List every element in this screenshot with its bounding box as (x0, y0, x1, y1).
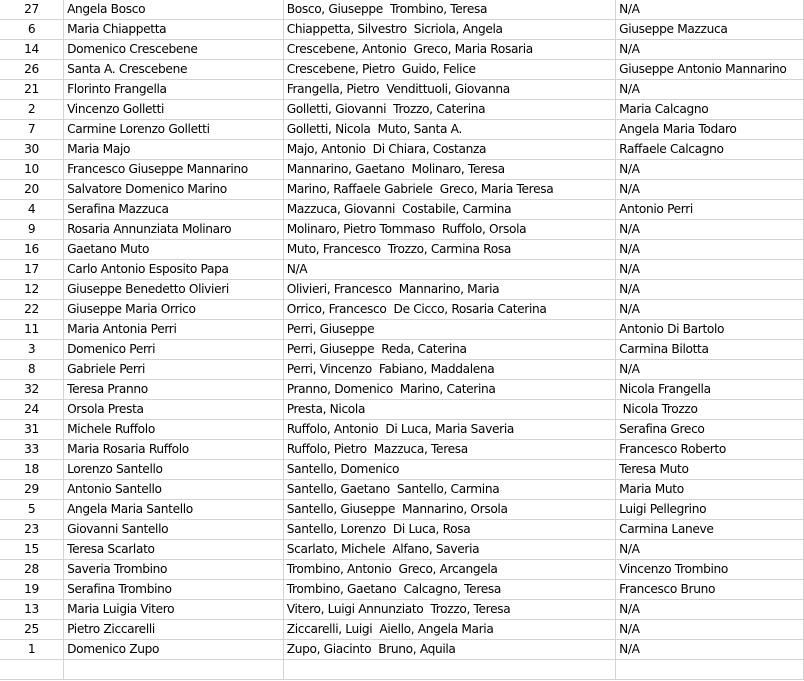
id-cell[interactable]: 19 (0, 580, 64, 600)
table-row (0, 80, 804, 100)
parents-cell[interactable]: Mannarino, Gaetano Molinaro, Teresa (283, 160, 615, 180)
name-cell[interactable]: Angela Bosco (64, 0, 284, 20)
parents-cell[interactable]: Perri, Giuseppe Reda, Caterina (283, 340, 615, 360)
table-row (0, 180, 804, 200)
id-cell[interactable] (0, 660, 64, 680)
parents-cell[interactable]: Ruffolo, Pietro Mazzuca, Teresa (283, 440, 615, 460)
parents-cell[interactable]: Golletti, Nicola Muto, Santa A. (283, 120, 615, 140)
id-cell[interactable]: 6 (0, 20, 64, 40)
id-cell[interactable]: 27 (0, 0, 64, 20)
godparent-cell[interactable]: N/A (616, 40, 804, 60)
parents-cell[interactable] (283, 660, 615, 680)
godparent-cell[interactable]: N/A (616, 360, 804, 380)
id-cell[interactable]: 10 (0, 160, 64, 180)
parents-cell[interactable]: Trombino, Gaetano Calcagno, Teresa (283, 580, 615, 600)
godparent-cell[interactable]: Antonio Di Bartolo (616, 320, 804, 340)
name-cell[interactable]: Serafina Trombino (64, 580, 284, 600)
table-row (0, 60, 804, 80)
id-cell[interactable]: 15 (0, 540, 64, 560)
parents-cell[interactable]: Molinaro, Pietro Tommaso Ruffolo, Orsola (283, 220, 615, 240)
godparent-cell[interactable]: N/A (616, 300, 804, 320)
godparent-cell[interactable]: Luigi Pellegrino (616, 500, 804, 520)
godparent-cell[interactable]: N/A (616, 0, 804, 20)
godparent-cell[interactable]: N/A (616, 620, 804, 640)
godparent-cell[interactable]: Carmina Laneve (616, 520, 804, 540)
name-cell[interactable]: Teresa Scarlato (64, 540, 284, 560)
parents-cell[interactable]: Santello, Lorenzo Di Luca, Rosa (283, 520, 615, 540)
godparent-cell[interactable]: Serafina Greco (616, 420, 804, 440)
name-cell[interactable]: Giuseppe Maria Orrico (64, 300, 284, 320)
table-row (0, 540, 804, 560)
table-row (0, 220, 804, 240)
parents-cell[interactable]: Orrico, Francesco De Cicco, Rosaria Caterina (283, 300, 615, 320)
godparent-cell[interactable]: Teresa Muto (616, 460, 804, 480)
name-cell[interactable]: Giovanni Santello (64, 520, 284, 540)
name-cell[interactable]: Maria Rosaria Ruffolo (64, 440, 284, 460)
name-cell[interactable]: Teresa Pranno (64, 380, 284, 400)
table-row (0, 640, 804, 660)
godparent-cell[interactable]: Raffaele Calcagno (616, 140, 804, 160)
table-row (0, 260, 804, 280)
table-row (0, 320, 804, 340)
table-row (0, 420, 804, 440)
table-row (0, 340, 804, 360)
parents-cell[interactable]: Pranno, Domenico Marino, Caterina (283, 380, 615, 400)
parents-cell[interactable]: Olivieri, Francesco Mannarino, Maria (283, 280, 615, 300)
id-cell[interactable]: 8 (0, 360, 64, 380)
id-cell[interactable]: 18 (0, 460, 64, 480)
name-cell[interactable]: Michele Ruffolo (64, 420, 284, 440)
name-cell[interactable]: Serafina Mazzuca (64, 200, 284, 220)
name-cell[interactable]: Domenico Perri (64, 340, 284, 360)
godparent-cell[interactable]: N/A (616, 80, 804, 100)
name-cell[interactable]: Francesco Giuseppe Mannarino (64, 160, 284, 180)
id-cell[interactable]: 13 (0, 600, 64, 620)
parents-cell[interactable]: Crescebene, Antonio Greco, Maria Rosaria (283, 40, 615, 60)
id-cell[interactable]: 33 (0, 440, 64, 460)
table-row (0, 0, 804, 20)
parents-cell[interactable]: Golletti, Giovanni Trozzo, Caterina (283, 100, 615, 120)
table-row (0, 460, 804, 480)
parents-cell[interactable]: Mazzuca, Giovanni Costabile, Carmina (283, 200, 615, 220)
parents-cell[interactable]: Zupo, Giacinto Bruno, Aquila (283, 640, 615, 660)
parents-cell[interactable]: Ziccarelli, Luigi Aiello, Angela Maria (283, 620, 615, 640)
godparent-cell[interactable]: Angela Maria Todaro (616, 120, 804, 140)
parents-cell[interactable]: N/A (283, 260, 615, 280)
name-cell[interactable]: Carlo Antonio Esposito Papa (64, 260, 284, 280)
name-cell[interactable]: Santa A. Crescebene (64, 60, 284, 80)
id-cell[interactable]: 3 (0, 340, 64, 360)
godparent-cell[interactable]: N/A (616, 180, 804, 200)
id-cell[interactable]: 25 (0, 620, 64, 640)
godparent-cell[interactable]: Carmina Bilotta (616, 340, 804, 360)
id-cell[interactable]: 24 (0, 400, 64, 420)
table-row (0, 600, 804, 620)
table-row (0, 160, 804, 180)
id-cell[interactable]: 20 (0, 180, 64, 200)
godparent-cell[interactable]: N/A (616, 640, 804, 660)
id-cell[interactable]: 1 (0, 640, 64, 660)
table-row (0, 240, 804, 260)
name-cell[interactable]: Lorenzo Santello (64, 460, 284, 480)
parents-cell[interactable]: Santello, Giuseppe Mannarino, Orsola (283, 500, 615, 520)
godparent-cell[interactable]: Nicola Trozzo (616, 400, 804, 420)
id-cell[interactable]: 17 (0, 260, 64, 280)
table-row (0, 300, 804, 320)
godparent-cell[interactable]: Giuseppe Antonio Mannarino (616, 60, 804, 80)
parents-cell[interactable]: Chiappetta, Silvestro Sicriola, Angela (283, 20, 615, 40)
name-cell[interactable]: Gaetano Muto (64, 240, 284, 260)
id-cell[interactable]: 14 (0, 40, 64, 60)
table-row (0, 20, 804, 40)
godparent-cell[interactable]: Nicola Frangella (616, 380, 804, 400)
id-cell[interactable]: 22 (0, 300, 64, 320)
name-cell[interactable]: Giuseppe Benedetto Olivieri (64, 280, 284, 300)
godparent-cell[interactable]: N/A (616, 220, 804, 240)
parents-cell[interactable]: Majo, Antonio Di Chiara, Costanza (283, 140, 615, 160)
name-cell[interactable]: Florinto Frangella (64, 80, 284, 100)
name-cell[interactable]: Maria Majo (64, 140, 284, 160)
name-cell[interactable]: Angela Maria Santello (64, 500, 284, 520)
godparent-cell[interactable]: N/A (616, 260, 804, 280)
parents-cell[interactable]: Presta, Nicola (283, 400, 615, 420)
table-row (0, 200, 804, 220)
id-cell[interactable]: 7 (0, 120, 64, 140)
table-row (0, 520, 804, 540)
name-cell[interactable]: Maria Chiappetta (64, 20, 284, 40)
table-row (0, 400, 804, 420)
name-cell[interactable]: Antonio Santello (64, 480, 284, 500)
table-row (0, 40, 804, 60)
id-cell[interactable]: 12 (0, 280, 64, 300)
name-cell[interactable] (64, 660, 284, 680)
godparent-cell[interactable]: Francesco Bruno (616, 580, 804, 600)
id-cell[interactable]: 11 (0, 320, 64, 340)
table-row (0, 440, 804, 460)
id-cell[interactable]: 28 (0, 560, 64, 580)
parents-cell[interactable]: Santello, Gaetano Santello, Carmina (283, 480, 615, 500)
parents-cell[interactable]: Ruffolo, Antonio Di Luca, Maria Saveria (283, 420, 615, 440)
parents-cell[interactable]: Perri, Giuseppe (283, 320, 615, 340)
godparent-cell[interactable]: Giuseppe Mazzuca (616, 20, 804, 40)
id-cell[interactable]: 32 (0, 380, 64, 400)
table-row (0, 380, 804, 400)
godparent-cell[interactable]: N/A (616, 540, 804, 560)
id-cell[interactable]: 9 (0, 220, 64, 240)
godparent-cell[interactable]: Vincenzo Trombino (616, 560, 804, 580)
parents-cell[interactable]: Vitero, Luigi Annunziato Trozzo, Teresa (283, 600, 615, 620)
table-row (0, 580, 804, 600)
id-cell[interactable]: 21 (0, 80, 64, 100)
id-cell[interactable]: 4 (0, 200, 64, 220)
parents-cell[interactable]: Santello, Domenico (283, 460, 615, 480)
godparent-cell[interactable]: Maria Calcagno (616, 100, 804, 120)
godparent-cell[interactable]: N/A (616, 600, 804, 620)
godparent-cell[interactable]: Maria Muto (616, 480, 804, 500)
godparent-cell[interactable]: Antonio Perri (616, 200, 804, 220)
name-cell[interactable]: Maria Luigia Vitero (64, 600, 284, 620)
table-row (0, 360, 804, 380)
parents-cell[interactable]: Frangella, Pietro Vendittuoli, Giovanna (283, 80, 615, 100)
id-cell[interactable]: 30 (0, 140, 64, 160)
parents-cell[interactable]: Trombino, Antonio Greco, Arcangela (283, 560, 615, 580)
id-cell[interactable]: 26 (0, 60, 64, 80)
table-row (0, 660, 804, 680)
table-row (0, 280, 804, 300)
id-cell[interactable]: 2 (0, 100, 64, 120)
table-row (0, 120, 804, 140)
name-cell[interactable]: Rosaria Annunziata Molinaro (64, 220, 284, 240)
id-cell[interactable]: 29 (0, 480, 64, 500)
name-cell[interactable]: Gabriele Perri (64, 360, 284, 380)
godparent-cell[interactable]: N/A (616, 160, 804, 180)
table-row (0, 480, 804, 500)
name-cell[interactable]: Vincenzo Golletti (64, 100, 284, 120)
name-cell[interactable]: Domenico Zupo (64, 640, 284, 660)
name-cell[interactable]: Maria Antonia Perri (64, 320, 284, 340)
parents-cell[interactable]: Perri, Vincenzo Fabiano, Maddalena (283, 360, 615, 380)
parents-cell[interactable]: Muto, Francesco Trozzo, Carmina Rosa (283, 240, 615, 260)
id-cell[interactable]: 23 (0, 520, 64, 540)
parents-cell[interactable]: Marino, Raffaele Gabriele Greco, Maria Teresa (283, 180, 615, 200)
table-row (0, 560, 804, 580)
table-row (0, 100, 804, 120)
id-cell[interactable]: 31 (0, 420, 64, 440)
name-cell[interactable]: Domenico Crescebene (64, 40, 284, 60)
name-cell[interactable]: Salvatore Domenico Marino (64, 180, 284, 200)
table-row (0, 620, 804, 640)
id-cell[interactable]: 5 (0, 500, 64, 520)
name-cell[interactable]: Pietro Ziccarelli (64, 620, 284, 640)
table-row (0, 500, 804, 520)
godparent-cell[interactable]: N/A (616, 240, 804, 260)
table-row (0, 140, 804, 160)
parents-cell[interactable]: Scarlato, Michele Alfano, Saveria (283, 540, 615, 560)
godparent-cell[interactable]: Francesco Roberto (616, 440, 804, 460)
parents-cell[interactable]: Bosco, Giuseppe Trombino, Teresa (283, 0, 615, 20)
parents-cell[interactable]: Crescebene, Pietro Guido, Felice (283, 60, 615, 80)
godparent-cell[interactable] (616, 660, 804, 680)
name-cell[interactable]: Orsola Presta (64, 400, 284, 420)
id-cell[interactable]: 16 (0, 240, 64, 260)
name-cell[interactable]: Saveria Trombino (64, 560, 284, 580)
name-cell[interactable]: Carmine Lorenzo Golletti (64, 120, 284, 140)
godparent-cell[interactable]: N/A (616, 280, 804, 300)
